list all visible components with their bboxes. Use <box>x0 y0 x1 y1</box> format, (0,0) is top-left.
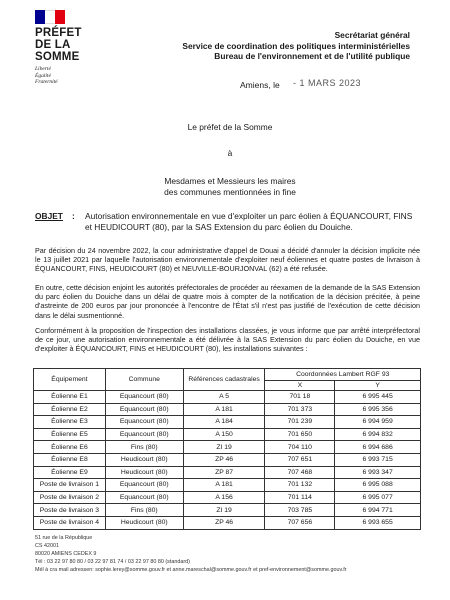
header-service: Service de coordination des politiques interministérielles <box>182 40 410 51</box>
cell-commune: Equancourt (80) <box>105 403 183 416</box>
cell-y: 6 994 771 <box>335 504 421 517</box>
cell-y: 6 993 347 <box>335 466 421 479</box>
flag-white-band <box>45 10 55 24</box>
cell-commune: Equancourt (80) <box>105 479 183 492</box>
prefecture-logo <box>35 10 115 86</box>
objet-label: OBJET <box>35 211 63 221</box>
cell-equipement: Éolienne E9 <box>34 466 106 479</box>
table-row <box>34 428 421 441</box>
cell-commune: Fins (80) <box>105 504 183 517</box>
table-row <box>34 491 421 504</box>
footer-address: 51 rue de la République <box>35 535 93 541</box>
cell-y: 6 995 077 <box>335 491 421 504</box>
cell-equipement: Éolienne E8 <box>34 453 106 466</box>
cell-ref: ZI 19 <box>183 504 265 517</box>
cell-ref: A 5 <box>183 391 265 404</box>
cell-x: 701 239 <box>265 416 335 429</box>
header-secretariat: Secrétariat général <box>334 30 410 40</box>
cell-y: 6 993 715 <box>335 453 421 466</box>
cell-equipement: Poste de livraison 4 <box>34 516 106 529</box>
cell-equipement: Éolienne E6 <box>34 441 106 454</box>
cell-x: 704 110 <box>265 441 335 454</box>
cell-x: 701 132 <box>265 479 335 492</box>
header-x: X <box>265 381 335 391</box>
date-stamp: - 1 MARS 2023 <box>293 78 362 88</box>
cell-x: 707 656 <box>265 516 335 529</box>
cell-x: 701 373 <box>265 403 335 416</box>
recipient-preposition: à <box>227 148 233 158</box>
header-lambert: Coordonnées Lambert RGF 93 <box>265 369 421 381</box>
table-row <box>34 453 421 466</box>
cell-x: 707 651 <box>265 453 335 466</box>
logo-line-somme: DE LA SOMME <box>35 39 80 63</box>
motto-fraternite: Fraternité <box>35 79 58 85</box>
cell-y: 6 994 686 <box>335 441 421 454</box>
cell-equipement: Éolienne E5 <box>34 428 106 441</box>
objet-colon: : <box>72 211 75 221</box>
recipients <box>90 176 370 198</box>
paragraph-decision: Par décision du 24 novembre 2022, la cour administrative d'appel de Douai a décidé d'annuler la décision implicite née le 13 juillet 2021 par laquelle l'autorisation environnementale d'exploiter neuf éoliennes et quatre postes de livraison à ÉQUANCOURT, FINS, HEUDICOURT (80) et NEUVILLE-BOURJONVAL (62) a été refusée. <box>35 246 420 274</box>
cell-x: 707 468 <box>265 466 335 479</box>
letter-header <box>125 30 410 62</box>
cell-y: 6 993 655 <box>335 516 421 529</box>
cell-equipement: Poste de livraison 1 <box>34 479 106 492</box>
cell-equipement: Éolienne E1 <box>34 391 106 404</box>
cell-commune: Heudicourt (80) <box>105 516 183 529</box>
table-row <box>34 504 421 517</box>
cell-ref: ZP 46 <box>183 453 265 466</box>
cell-commune: Equancourt (80) <box>105 391 183 404</box>
footer-email: Mél à cra mail adressen: sophie.lerey@somme.gouv.fr et anne.mareschal@somme.gouv.fr et pref-environnement@somme.gouv.fr <box>35 567 347 573</box>
objet-text: Autorisation environnementale en vue d'exploiter un parc éolien à ÉQUANCOURT, FINS et HEUDICOURT (80), par la SAS Extension du parc éolien du Douiche. <box>85 211 413 232</box>
motto-liberte: Liberté <box>35 66 51 72</box>
letter-footer <box>35 534 347 574</box>
cell-commune: Heudicourt (80) <box>105 466 183 479</box>
table-row <box>34 403 421 416</box>
table-row <box>34 391 421 404</box>
cell-ref: ZI 19 <box>183 441 265 454</box>
logo-line-prefet: PRÉFET <box>35 27 82 39</box>
header-bureau: Bureau de l'environnement et de l'utilité publique <box>214 51 410 61</box>
header-y: Y <box>335 381 421 391</box>
cell-ref: A 184 <box>183 416 265 429</box>
cell-ref: A 181 <box>183 479 265 492</box>
paragraph-injunction: En outre, cette décision enjoint les autorités préfectorales de procéder au réexamen de la demande de la SAS Extension du parc éolien du Douiche dans un délai de quatre mois à compter de la notification de la décision précitée, à peine d'astreinte de 200 euros par jour prononcée à l'encontre de l'État s'il n'est pas justifié de l'exécution de cette décision dans le délai susmentionné. <box>35 283 420 320</box>
cell-y: 6 994 959 <box>335 416 421 429</box>
cell-ref: A 150 <box>183 428 265 441</box>
cell-ref: ZP 46 <box>183 516 265 529</box>
cell-x: 701 18 <box>265 391 335 404</box>
cell-ref: A 181 <box>183 403 265 416</box>
cell-commune: Fins (80) <box>105 441 183 454</box>
cell-equipement: Poste de livraison 2 <box>34 491 106 504</box>
header-equipement: Équipement <box>34 369 106 391</box>
paragraph-authorisation: Conformément à la proposition de l'inspection des installations classées, je vous informe que par arrêté interpréfectoral de ce jour, une autorisation environnementale a été délivrée à la SAS Extension du parc éolien du Douiche, en vue d'exploiter à ÉQUANCOURT, FINS et HEUDICOURT (80), les installations suivantes : <box>35 326 420 354</box>
recipients-line-2: des communes mentionnées in fine <box>164 187 296 197</box>
cell-equipement: Poste de livraison 3 <box>34 504 106 517</box>
table-row <box>34 516 421 529</box>
recipients-line-1: Mesdames et Messieurs les maires <box>164 176 296 186</box>
cell-y: 6 995 088 <box>335 479 421 492</box>
cell-x: 701 650 <box>265 428 335 441</box>
header-commune: Commune <box>105 369 183 391</box>
table-row <box>34 416 421 429</box>
cell-commune: Equancourt (80) <box>105 491 183 504</box>
footer-phone: Tél : 03 22 97 80 80 / 03 22 97 81 74 / 03 22 97 80 80 (standard) <box>35 559 190 565</box>
motto-egalite: Égalité <box>35 72 51 79</box>
flag-red-band <box>55 10 65 24</box>
cell-y: 6 995 445 <box>335 391 421 404</box>
footer-city: 80020 AMIENS CEDEX 9 <box>35 551 97 557</box>
flag-blue-band <box>35 10 45 24</box>
cell-y: 6 994 832 <box>335 428 421 441</box>
cell-ref: A 156 <box>183 491 265 504</box>
cell-x: 701 114 <box>265 491 335 504</box>
cell-equipement: Éolienne E2 <box>34 403 106 416</box>
table-row <box>34 479 421 492</box>
place-label: Amiens, le <box>240 80 280 90</box>
cell-commune: Equancourt (80) <box>105 428 183 441</box>
installations-table <box>33 368 421 530</box>
marianne-flag-icon <box>35 10 65 24</box>
footer-cs: CS 42001 <box>35 543 59 549</box>
cell-commune: Heudicourt (80) <box>105 453 183 466</box>
sender: Le préfet de la Somme <box>187 122 273 132</box>
table-row <box>34 466 421 479</box>
table-row <box>34 441 421 454</box>
cell-commune: Equancourt (80) <box>105 416 183 429</box>
cell-x: 703 785 <box>265 504 335 517</box>
header-references: Références cadastrales <box>183 369 265 391</box>
cell-ref: ZP 87 <box>183 466 265 479</box>
cell-equipement: Éolienne E3 <box>34 416 106 429</box>
cell-y: 6 995 356 <box>335 403 421 416</box>
